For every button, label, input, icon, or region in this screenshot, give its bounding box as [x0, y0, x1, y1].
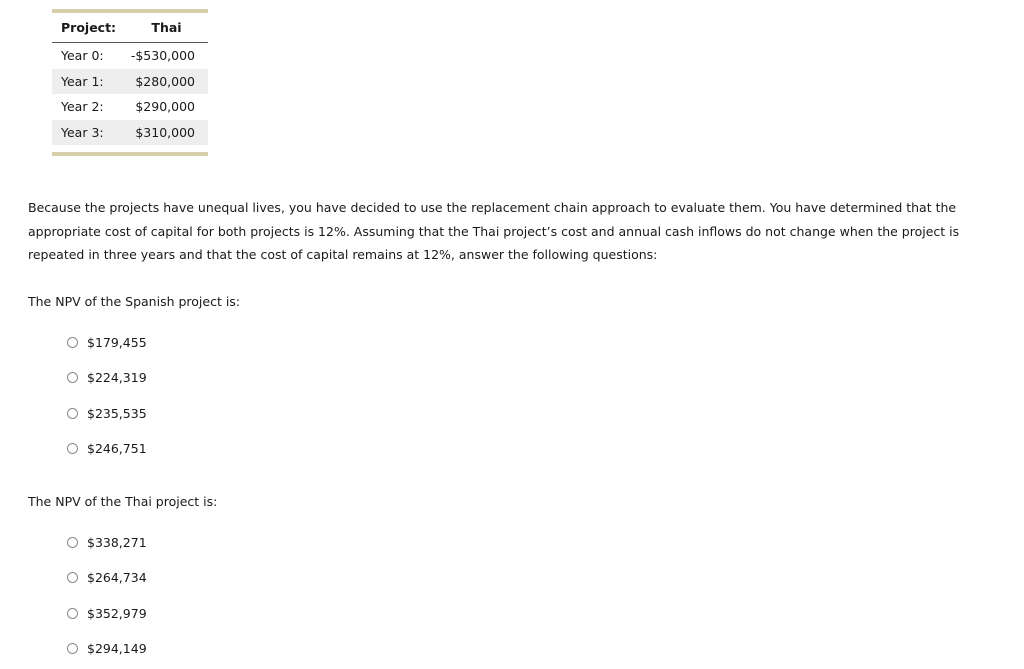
row-cash-flow: $290,000 [135, 99, 195, 115]
radio-button-icon[interactable] [67, 372, 78, 383]
answer-option-label: $264,734 [87, 570, 147, 586]
answer-option[interactable] [67, 596, 147, 631]
radio-button-icon[interactable] [67, 337, 78, 348]
row-year-label: Year 2: [61, 99, 104, 115]
radio-button-icon[interactable] [67, 643, 78, 654]
answer-options-spanish [67, 325, 147, 466]
table-bottom-spacer [52, 145, 208, 152]
cash-flow-table [52, 13, 208, 145]
answer-option-label: $294,149 [87, 641, 147, 657]
radio-button-icon[interactable] [67, 443, 78, 454]
answer-option[interactable] [67, 560, 147, 595]
radio-button-icon[interactable] [67, 537, 78, 548]
answer-option[interactable] [67, 360, 147, 395]
question-spanish-npv: The NPV of the Spanish project is: [28, 294, 241, 309]
question-thai-npv: The NPV of the Thai project is: [28, 494, 218, 509]
problem-intro-text: Because the projects have unequal lives, you have decided to use the replacement chain approach to evaluate them. You have determined that the appropriate cost of capital for both projects is 12%. Assuming that the Thai project’s cost and annual cash inflows do not change when the project is repeated in three years and that the cost of capital remains at 12%, answer the following questions: [28, 200, 960, 262]
row-year-label: Year 3: [52, 120, 125, 146]
radio-button-icon[interactable] [67, 408, 78, 419]
header-project-name: Thai [125, 13, 208, 43]
table-row [52, 120, 208, 146]
answer-option-label: $352,979 [87, 605, 147, 621]
answer-option-label: $179,455 [87, 335, 147, 351]
cash-flow-table-container [52, 9, 208, 156]
row-year-label: Year 1: [52, 69, 125, 95]
table-row [52, 69, 208, 95]
row-cash-flow: $280,000 [125, 69, 208, 95]
answer-option-label: $224,319 [87, 370, 147, 386]
answer-option-label: $338,271 [87, 535, 147, 551]
answer-option[interactable] [67, 525, 147, 560]
table-bottom-rule [52, 152, 208, 156]
answer-option[interactable] [67, 631, 147, 666]
answer-option[interactable] [67, 396, 147, 431]
table-row [52, 94, 208, 120]
answer-option[interactable] [67, 325, 147, 360]
row-year-label: Year 0: [61, 48, 104, 64]
table-header-row [52, 13, 208, 43]
radio-button-icon[interactable] [67, 608, 78, 619]
table-row [52, 43, 208, 69]
answer-option-label: $235,535 [87, 405, 147, 421]
row-cash-flow: $310,000 [125, 120, 208, 146]
answer-options-thai [67, 525, 147, 666]
answer-option-label: $246,751 [87, 441, 147, 457]
row-cash-flow: -$530,000 [130, 48, 195, 64]
header-project-label: Project: [52, 13, 125, 43]
radio-button-icon[interactable] [67, 572, 78, 583]
answer-option[interactable] [67, 431, 147, 466]
